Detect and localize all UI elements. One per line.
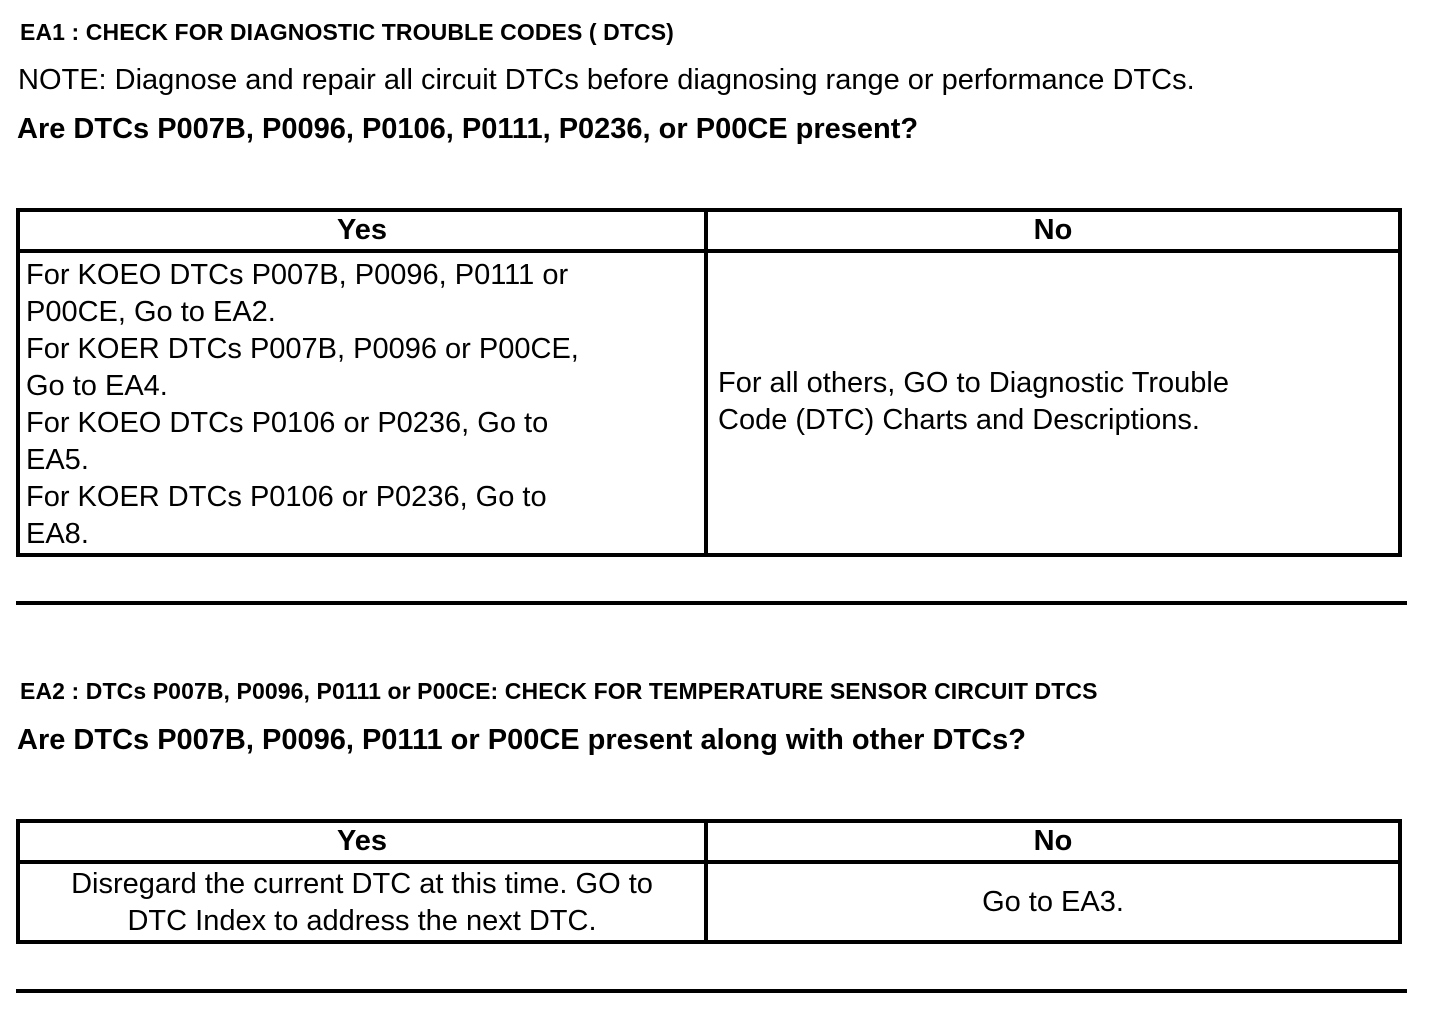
ea1-note: NOTE: Diagnose and repair all circuit DTCs before diagnosing range or performance DTCs. xyxy=(18,64,1195,96)
ea2-question: Are DTCs P007B, P0096, P0111 or P00CE present along with other DTCs? xyxy=(17,724,1026,756)
ea1-yes-no-table xyxy=(16,208,1402,557)
ea1-yes-line: P00CE, Go to EA2. xyxy=(26,296,276,328)
ea2-no-header: No xyxy=(706,821,1400,862)
ea1-step-heading: EA1 : CHECK FOR DIAGNOSTIC TROUBLE CODES ( DTCS) xyxy=(20,19,674,45)
ea2-no-text: Go to EA3. xyxy=(982,885,1124,918)
ea1-no-line: Code (DTC) Charts and Descriptions. xyxy=(718,404,1200,436)
ea2-no-cell xyxy=(706,862,1400,942)
ea1-question: Are DTCs P007B, P0096, P0106, P0111, P0236, or P00CE present? xyxy=(17,113,919,145)
ea1-yes-line: EA5. xyxy=(26,444,89,476)
ea2-yes-header: Yes xyxy=(18,821,706,862)
ea2-yes-no-table xyxy=(16,819,1402,944)
ea1-yes-header: Yes xyxy=(18,210,706,251)
ea1-yes-line: For KOER DTCs P007B, P0096 or P00CE, xyxy=(26,333,579,365)
ea1-table-header-row xyxy=(18,210,1400,251)
ea2-step-heading: EA2 : DTCs P007B, P0096, P0111 or P00CE: CHECK FOR TEMPERATURE SENSOR CIRCUIT DTCS xyxy=(20,678,1098,704)
ea2-yes-line: DTC Index to address the next DTC. xyxy=(127,905,597,937)
section-divider xyxy=(16,601,1407,605)
ea1-no-cell xyxy=(706,251,1400,555)
ea1-yes-line: For KOER DTCs P0106 or P0236, Go to xyxy=(26,481,547,513)
ea1-table-body-row xyxy=(18,251,1400,555)
ea2-table-header-row xyxy=(18,821,1400,862)
ea1-yes-line: EA8. xyxy=(26,518,89,550)
ea1-yes-line: For KOEO DTCs P007B, P0096, P0111 or xyxy=(26,259,569,291)
ea1-yes-line: For KOEO DTCs P0106 or P0236, Go to xyxy=(26,407,549,439)
ea2-table-body-row xyxy=(18,862,1400,942)
ea1-yes-cell xyxy=(18,251,706,555)
ea1-no-line: For all others, GO to Diagnostic Trouble xyxy=(718,367,1229,399)
ea2-yes-line: Disregard the current DTC at this time. GO to xyxy=(71,868,653,900)
ea1-yes-line: Go to EA4. xyxy=(26,370,168,402)
ea1-no-header: No xyxy=(706,210,1400,251)
ea2-yes-cell xyxy=(18,862,706,942)
section-divider xyxy=(16,989,1407,993)
